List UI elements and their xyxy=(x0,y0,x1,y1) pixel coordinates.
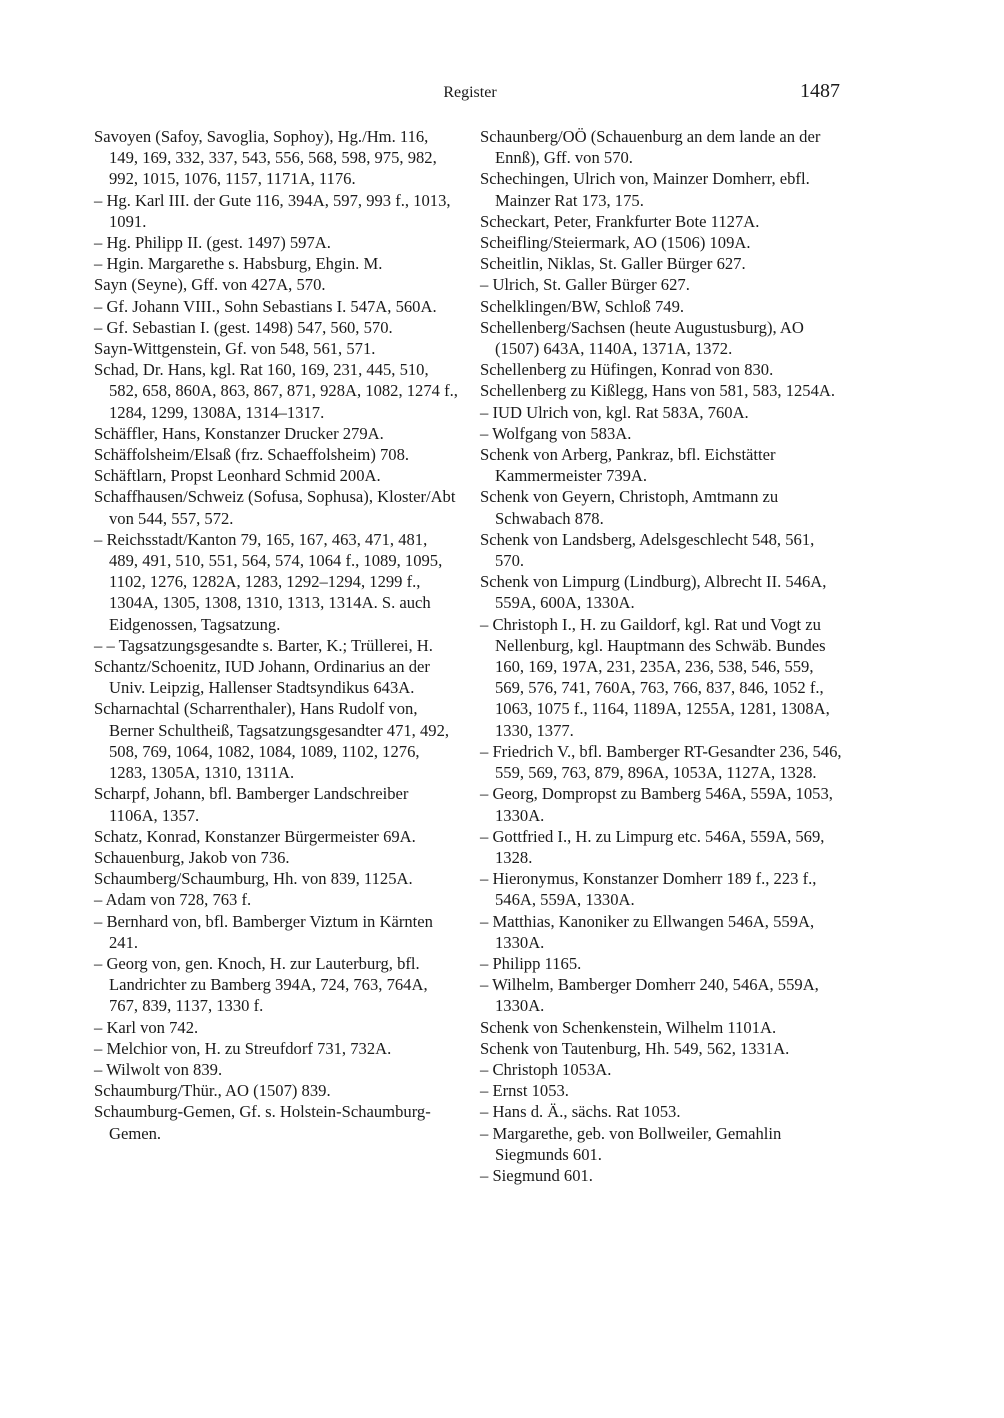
register-entry: Schelklingen/BW, Schloß 749. xyxy=(480,296,685,316)
register-entry: Schad, Dr. Hans, kgl. Rat 160, 169, 231, 445, 510, 582, 658, 860A, 863, 867, 871, 928A, 1082, 1274 f., 1284, 1299, 1308A, 1314–1317. xyxy=(94,360,458,422)
register-entry: – Christoph 1053A. xyxy=(480,1059,612,1079)
register-entry: – Christoph I., H. zu Gaildorf, kgl. Rat und Vogt zu Nellenburg, kgl. Hauptmann des Schwäb. Bundes 160, 169, 197A, 231, 235A, 236, 538, 546, 559, 569, 576, 741, 760A, 763, 766, 837, 846, 1052 f., 1063, 1075 f., 1164, 1189A, 1255A, 1281, 1308A, 1330, 1377. xyxy=(480,614,830,740)
running-title: Register xyxy=(443,84,497,101)
register-entry: Schaffhausen/Schweiz (Sofusa, Sophusa), Kloster/Abt von 544, 557, 572. xyxy=(94,487,456,528)
register-column-left xyxy=(94,126,460,1144)
register-entry: – Ernst 1053. xyxy=(480,1081,569,1101)
register-entry: Schenk von Tautenburg, Hh. 549, 562, 1331A. xyxy=(480,1038,790,1058)
register-entry: – Ulrich, St. Galler Bürger 627. xyxy=(480,275,690,295)
register-entry: Scheitlin, Niklas, St. Galler Bürger 627. xyxy=(480,254,746,274)
register-entry: – Matthias, Kanoniker zu Ellwangen 546A, 559A, 1330A. xyxy=(480,911,815,952)
register-entry: – Georg, Dompropst zu Bamberg 546A, 559A, 1053, 1330A. xyxy=(480,784,833,825)
register-entry: Schellenberg/Sachsen (heute Augustusburg), AO (1507) 643A, 1140A, 1371A, 1372. xyxy=(480,317,804,359)
register-entry: Schauenburg, Jakob von 736. xyxy=(94,847,290,867)
register-entry: – Hans d. Ä., sächs. Rat 1053. xyxy=(480,1102,681,1122)
register-entry: Scharpf, Johann, bfl. Bamberger Landschreiber 1106A, 1357. xyxy=(94,784,409,825)
register-entry: Schaumberg/Schaumburg, Hh. von 839, 1125A. xyxy=(94,869,413,889)
register-entry: – Bernhard von, bfl. Bamberger Viztum in Kärnten 241. xyxy=(94,911,433,952)
register-entry: Schenk von Arberg, Pankraz, bfl. Eichstätter Kammermeister 739A. xyxy=(480,445,776,486)
register-entry: – Hg. Philipp II. (gest. 1497) 597A. xyxy=(94,233,331,253)
register-entry: Schäffolsheim/Elsaß (frz. Schaeffolsheim) 708. xyxy=(94,445,410,465)
register-entry: Schellenberg zu Kißlegg, Hans von 581, 583, 1254A. xyxy=(480,381,836,401)
register-entry: – Gf. Sebastian I. (gest. 1498) 547, 560, 570. xyxy=(94,317,393,337)
register-entry: Schellenberg zu Hüfingen, Konrad von 830. xyxy=(480,360,774,380)
register-entry: – Georg von, gen. Knoch, H. zur Lauterburg, bfl. Landrichter zu Bamberg 394A, 724, 763, 764A, 767, 839, 1137, 1330 f. xyxy=(94,953,428,1016)
register-entry: – Wolfgang von 583A. xyxy=(480,423,632,443)
register-entry: Scharnachtal (Scharrenthaler), Hans Rudolf von, Berner Schultheiß, Tagsatzungsgesandter 471, 492, 508, 769, 1064, 1082, 1084, 1089, 1102, 1276, 1283, 1305A, 1310, 1311A. xyxy=(94,699,450,783)
register-entry: – Margarethe, geb. von Bollweiler, Gemahlin Siegmunds 601. xyxy=(480,1123,782,1164)
register-entry: Schaumburg/Thür., AO (1507) 839. xyxy=(94,1081,331,1101)
register-entry: Schenk von Geyern, Christoph, Amtmann zu Schwabach 878. xyxy=(480,487,779,528)
register-entry: Schenk von Limpurg (Lindburg), Albrecht II. 546A, 559A, 600A, 1330A. xyxy=(480,572,827,613)
register-entry: – Karl von 742. xyxy=(94,1017,199,1037)
register-entry: – Melchior von, H. zu Streufdorf 731, 732A. xyxy=(94,1038,392,1058)
register-entry: Schäffler, Hans, Konstanzer Drucker 279A. xyxy=(94,423,384,443)
register-entry: Schaumburg-Gemen, Gf. s. Holstein-Schaumburg-Gemen. xyxy=(94,1102,431,1143)
register-entry: – Reichsstadt/Kanton 79, 165, 167, 463, 471, 481, 489, 491, 510, 551, 564, 574, 1064 f., 1089, 1095, 1102, 1276, 1282A, 1283, 1292–1294, 1299 f., 1304A, 1305, 1308, 1310, 1313, 1314A. S. auch Eidgenossen, Tagsatzung. xyxy=(94,529,443,634)
register-entry: – Siegmund 601. xyxy=(480,1165,593,1185)
register-entry: Schenk von Landsberg, Adelsgeschlecht 548, 561, 570. xyxy=(480,529,815,571)
register-entry: – IUD Ulrich von, kgl. Rat 583A, 760A. xyxy=(480,402,749,422)
register-entry: Schantz/Schoenitz, IUD Johann, Ordinarius an der Univ. Leipzig, Hallenser Stadtsyndikus 643A. xyxy=(94,657,430,698)
register-entry: – Hieronymus, Konstanzer Domherr 189 f., 223 f., 546A, 559A, 1330A. xyxy=(480,869,817,910)
page-number: 1487 xyxy=(800,80,840,102)
register-entry: Scheckart, Peter, Frankfurter Bote 1127A. xyxy=(480,211,760,231)
register-entry: Schaunberg/OÖ (Schauenburg an dem lande an der Ennß), Gff. von 570. xyxy=(480,127,821,168)
register-entry: Schechingen, Ulrich von, Mainzer Domherr, ebfl. Mainzer Rat 173, 175. xyxy=(480,169,810,210)
register-column-right xyxy=(480,126,846,1186)
register-entry: – Friedrich V., bfl. Bamberger RT-Gesandter 236, 546, 559, 569, 763, 879, 896A, 1053A, 1127A, 1328. xyxy=(480,741,842,783)
register-entry: Sayn-Wittgenstein, Gf. von 548, 561, 571. xyxy=(94,339,376,359)
register-entry: – Hg. Karl III. der Gute 116, 394A, 597, 993 f., 1013, 1091. xyxy=(94,190,451,231)
register-entry: Schenk von Schenkenstein, Wilhelm 1101A. xyxy=(480,1017,777,1037)
register-entry: Scheifling/Steiermark, AO (1506) 109A. xyxy=(480,233,751,253)
register-entry: – Wilhelm, Bamberger Domherr 240, 546A, 559A, 1330A. xyxy=(480,975,819,1016)
register-entry: Sayn (Seyne), Gff. von 427A, 570. xyxy=(94,275,326,295)
register-entry: – Adam von 728, 763 f. xyxy=(94,890,252,910)
register-entry: Schatz, Konrad, Konstanzer Bürgermeister 69A. xyxy=(94,826,416,846)
register-entry: – Wilwolt von 839. xyxy=(94,1059,223,1079)
register-entry: – Hgin. Margarethe s. Habsburg, Ehgin. M. xyxy=(94,254,383,274)
register-entry: Savoyen (Safoy, Savoglia, Sophoy), Hg./Hm. 116, 149, 169, 332, 337, 543, 556, 568, 598, 975, 982, 992, 1015, 1076, 1157, 1171A, 1176. xyxy=(94,127,437,189)
register-entry: – Gf. Johann VIII., Sohn Sebastians I. 547A, 560A. xyxy=(94,296,437,316)
register-entry: Schäftlarn, Propst Leonhard Schmid 200A. xyxy=(94,466,381,486)
running-head xyxy=(0,82,1004,106)
register-entry: – Gottfried I., H. zu Limpurg etc. 546A, 559A, 569, 1328. xyxy=(480,826,825,867)
register-entry: – Philipp 1165. xyxy=(480,953,582,973)
register-entry: – – Tagsatzungsgesandte s. Barter, K.; Trüllerei, H. xyxy=(94,635,433,655)
